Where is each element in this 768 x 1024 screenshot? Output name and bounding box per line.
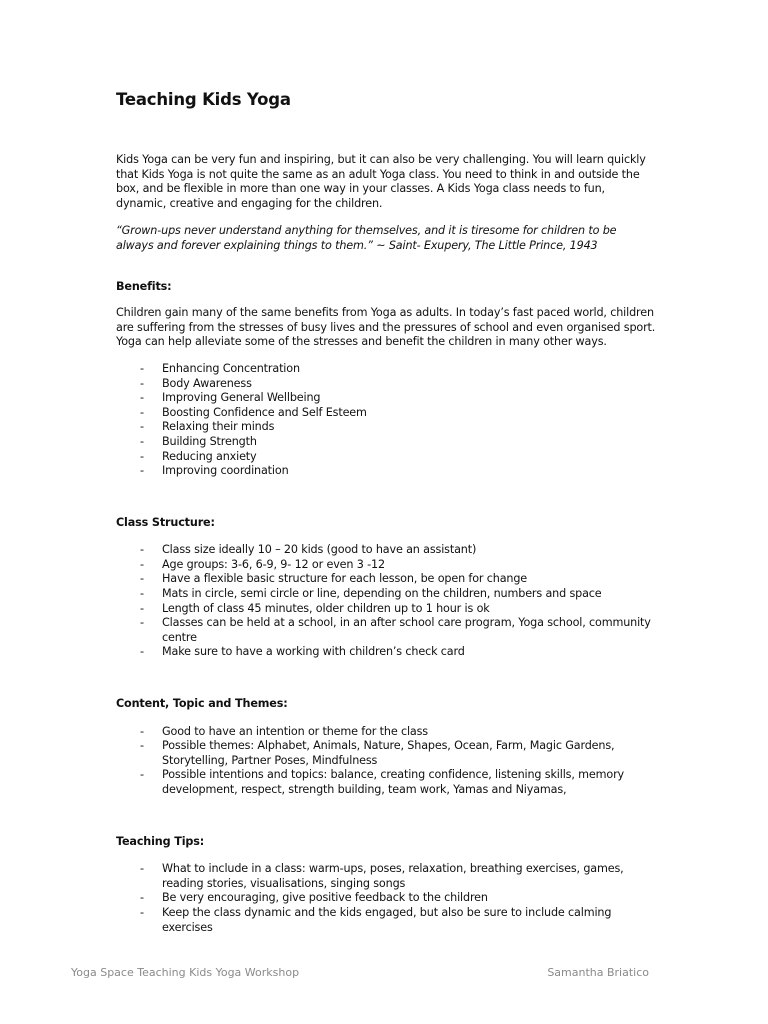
bullet-dash: - — [140, 572, 144, 586]
list-item-text: Body Awareness — [162, 376, 252, 390]
bullet-dash: - — [140, 645, 144, 659]
bullet-dash: - — [140, 724, 144, 738]
bullet-dash: - — [140, 464, 144, 478]
list-item-text: Length of class 45 minutes, older children up to 1 hour is ok — [162, 601, 490, 615]
list-item — [116, 464, 656, 479]
list-item-text: Keep the class dynamic and the kids engaged, but also be sure to include calming exercises — [162, 905, 612, 934]
list-item — [116, 768, 656, 797]
bullet-dash: - — [140, 768, 144, 782]
list-item-text: Possible intentions and topics: balance, creating confidence, listening skills, memory development, respect, strength building, team work, Yamas and Niyamas, — [162, 768, 625, 796]
list-item-text: Make sure to have a working with children’s check card — [162, 645, 465, 659]
benefits-paragraph: Children gain many of the same benefits from Yoga as adults. In today’s fast paced world, children are suffering from the stresses of busy lives and the pressures of school and even organised sport. Yoga can help alleviate some of the stresses and benefit the children in many other ways. — [116, 306, 656, 349]
bullet-dash: - — [140, 434, 144, 448]
list-item — [116, 739, 656, 768]
intro-paragraph: Kids Yoga can be very fun and inspiring, but it can also be very challenging. You will learn quickly that Kids Yoga is not quite the same as an adult Yoga class. You need to think in and outside the box, and be flexible in more than one way in your classes. A Kids Yoga class needs to fun, dynamic, creative and engaging for the children. — [116, 153, 646, 210]
list-item — [116, 725, 656, 740]
benefits-list — [116, 362, 656, 479]
list-item — [116, 906, 656, 935]
list-item — [116, 406, 656, 421]
list-item — [116, 420, 656, 435]
list-item-text: Improving General Wellbeing — [162, 391, 321, 405]
list-item-text: Be very encouraging, give positive feedback to the children — [162, 891, 488, 905]
list-item-text: Building Strength — [162, 434, 257, 448]
list-item — [116, 450, 656, 465]
list-item-text: Age groups: 3-6, 6-9, 9- 12 or even 3 -12 — [162, 557, 385, 571]
bullet-dash: - — [140, 587, 144, 601]
bullet-dash: - — [140, 601, 144, 615]
bullet-dash: - — [140, 739, 144, 753]
list-item — [116, 862, 656, 891]
list-item-text: Reducing anxiety — [162, 449, 257, 463]
bullet-dash: - — [140, 543, 144, 557]
teaching-tips-list — [116, 862, 656, 935]
bullet-dash: - — [140, 891, 144, 905]
list-item-text: Good to have an intention or theme for the class — [162, 724, 428, 738]
list-item — [116, 602, 656, 617]
list-item-text: What to include in a class: warm-ups, poses, relaxation, breathing exercises, games, reading stories, visualisations, singing songs — [162, 862, 624, 890]
document-page — [116, 88, 656, 935]
bullet-dash: - — [140, 361, 144, 375]
bullet-dash: - — [140, 405, 144, 419]
list-item — [116, 362, 656, 377]
bullet-dash: - — [140, 449, 144, 463]
bullet-dash: - — [140, 391, 144, 405]
footer-left-text: Yoga Space Teaching Kids Yoga Workshop — [71, 966, 300, 979]
list-item-text: Boosting Confidence and Self Esteem — [162, 405, 367, 419]
list-item — [116, 587, 656, 602]
bullet-dash: - — [140, 862, 144, 876]
list-item-text: Class size ideally 10 – 20 kids (good to have an assistant) — [162, 543, 477, 557]
bullet-dash: - — [140, 616, 144, 630]
bullet-dash: - — [140, 557, 144, 571]
list-item — [116, 891, 656, 906]
list-item — [116, 377, 656, 392]
list-item — [116, 572, 656, 587]
list-item-text: Improving coordination — [162, 464, 289, 478]
list-item — [116, 558, 656, 573]
class-structure-list — [116, 543, 656, 660]
list-item-text: Enhancing Concentration — [162, 361, 300, 375]
teaching-tips-heading: Teaching Tips: — [116, 834, 205, 848]
class-structure-heading: Class Structure: — [116, 515, 215, 529]
list-item — [116, 645, 656, 660]
list-item-text: Mats in circle, semi circle or line, depending on the children, numbers and space — [162, 587, 602, 601]
list-item — [116, 616, 656, 645]
list-item-text: Relaxing their minds — [162, 420, 275, 434]
footer-right-text: Samantha Briatico — [547, 966, 649, 979]
bullet-dash: - — [140, 376, 144, 390]
quote-paragraph: “Grown-ups never understand anything for themselves, and it is tiresome for children to be always and forever explaining things to them.” ~ Saint- Exupery, The Little Prince, 1943 — [116, 224, 617, 252]
page-title: Teaching Kids Yoga — [116, 90, 291, 109]
list-item — [116, 435, 656, 450]
content-topics-heading: Content, Topic and Themes: — [116, 697, 288, 711]
bullet-dash: - — [140, 420, 144, 434]
list-item-text: Have a flexible basic structure for each lesson, be open for change — [162, 572, 528, 586]
bullet-dash: - — [140, 905, 144, 919]
list-item-text: Classes can be held at a school, in an after school care program, Yoga school, community centre — [162, 616, 651, 644]
list-item-text: Possible themes: Alphabet, Animals, Nature, Shapes, Ocean, Farm, Magic Gardens, Storytelling, Partner Poses, Mindfulness — [162, 739, 615, 767]
list-item — [116, 543, 656, 558]
content-topics-list — [116, 725, 656, 798]
benefits-heading: Benefits: — [116, 279, 172, 293]
list-item — [116, 391, 656, 406]
